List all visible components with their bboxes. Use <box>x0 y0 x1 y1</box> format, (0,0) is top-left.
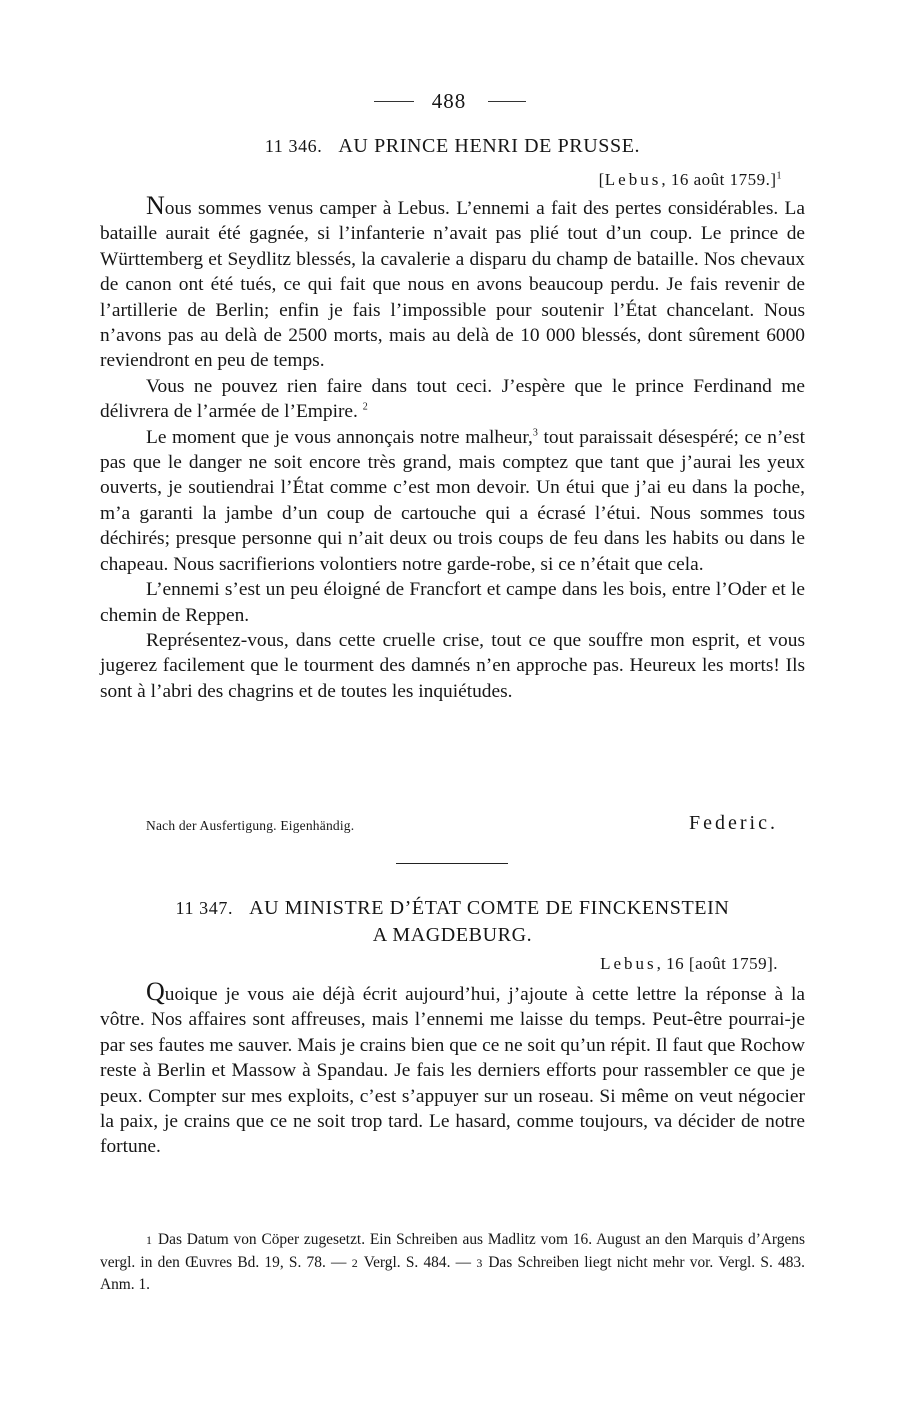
letter-2-title-line-1: AU MINISTRE D’ÉTAT COMTE DE FINCKENSTEIN <box>249 897 730 919</box>
paragraph-text: Vous ne pouvez rien faire dans tout ceci. J’espère que le prince Ferdinand me délivrera de l’armée de l’Empire. <box>100 375 805 423</box>
paragraph-text: Représentez-vous, dans cette cruelle crise, tout ce que souffre mon esprit, et vous jugerez facilement que le tourment des damnés n’en approche pas. Heureux les morts! Ils sont à l’abri des chagrins et de toutes les inquiétudes. <box>100 629 805 702</box>
letter-1-paragraph-3 <box>100 425 805 577</box>
footnote-ref-1: 1 <box>776 170 782 182</box>
dateline-bracket: [ <box>598 170 605 189</box>
paragraph-text: ous sommes venus camper à Lebus. L’ennemi a fait des pertes considérables. La bataille aurait été gagnée, si l’infanterie n’avait pas plié tout d’un coup. Le prince de Württemberg et Seydlitz blessés, la cavalerie a disparu du champ de bataille. Nos chevaux de canon ont été tués, ce qui fait que nous en avons beaucoup perdu. Je fais revenir de l’artillerie de Berlin; enfin je fais l’impossible pour soutenir l’État chancelant. Nous n’avons pas au delà de 2500 morts, mais au delà de 10 000 blessés, dont sûrement 6000 reviendront en peu de temps. <box>100 198 805 372</box>
paragraph-text: Le moment que je vous annonçais notre malheur, <box>146 426 533 448</box>
letter-2-body <box>100 977 805 1160</box>
source-note: Nach der Ausfertigung. Eigenhändig. <box>146 818 355 833</box>
letter-2-title-line-2: A MAGDEBURG. <box>372 924 533 946</box>
footnote-1-number: 1 <box>146 1233 152 1247</box>
footnote-block <box>100 1229 805 1297</box>
letter-2-number: 11 347. <box>175 898 234 918</box>
paragraph-text: tout paraissait désespéré; ce n’est pas que le danger ne soit encore très grand, mais comptez que tant que j’aurai les yeux ouverts, je soutiendrai l’État comme c’est mon devoir. Un étui que j’ai eu dans la poche, m’a garanti la jambe d’un coup de cartouche qui a écrasé l’étui. Nous sommes tous déchirés; presque personne qui n’ait deux ou trois coups de feu dans les habits ou dans le chapeau. Nous sacrifierions volontiers notre garde-robe, si ce n’était que cela. <box>100 426 805 575</box>
letter-1-heading <box>100 133 805 160</box>
letter-2-dateline <box>600 954 778 974</box>
footnotes <box>100 1229 805 1297</box>
paragraph-text: uoique je vous aie déjà écrit aujourd’hui, j’ajoute à cette lettre la réponse à la vôtre. Nos affaires sont affreuses, mais l’ennemi me laisse du temps. Peut-être pourrai-je par ses fautes me sauver. Mais je crains bien que ce ne soit qu’un répit. Il faut que Rochow reste à Berlin et Massow à Spandau. Je fais les derniers efforts pour rassembler ce que je peux. Compter sur mes exploits, c’est s’appuyer sur un roseau. Si même on veut négocier la paix, je crains que ce ne soit trop tard. Le hasard, comme toujours, va décider de notre fortune. <box>100 984 805 1158</box>
letter-2-paragraph-1 <box>100 977 805 1160</box>
footnote-1-text: Das Datum von Cöper zugesetzt. Ein Schreiben aus Madlitz vom 16. August an den Marquis d’Argens vergl. in den Œuvres Bd. 19, S. 78. — <box>100 1231 805 1271</box>
page-header <box>0 86 900 116</box>
header-dash-left <box>374 101 414 102</box>
initial-capital: N <box>146 191 165 220</box>
letter-1-paragraph-4 <box>100 577 805 628</box>
footnote-3-text: Das Schreiben liegt nicht mehr vor. Vergl. S. 483. Anm. 1. <box>100 1253 805 1293</box>
section-divider <box>396 863 508 864</box>
letter-1-paragraph-1 <box>100 191 805 374</box>
letter-2-heading <box>100 895 805 949</box>
dateline-place: Lebus <box>604 170 662 189</box>
dateline-place: Lebus <box>600 954 657 973</box>
letter-1-dateline <box>599 170 782 190</box>
page-number: 488 <box>431 88 467 113</box>
footnote-ref-3: 3 <box>532 427 538 439</box>
footnote-3-number: 3 <box>476 1255 483 1270</box>
signature: Federic. <box>689 812 778 834</box>
dateline-date: , 16 août 1759.] <box>661 170 777 189</box>
letter-1-title: AU PRINCE HENRI DE PRUSSE. <box>338 135 641 157</box>
header-dash-right <box>488 101 526 102</box>
letter-1-paragraph-2 <box>100 374 805 425</box>
footnote-2-text: Vergl. S. 484. <box>363 1253 451 1271</box>
paragraph-text: L’ennemi s’est un peu éloigné de Francfort et campe dans les bois, entre l’Oder et le chemin de Reppen. <box>100 579 805 626</box>
dateline-date: , 16 [août 1759]. <box>656 954 778 973</box>
letter-1-paragraph-5 <box>100 628 805 704</box>
letter-1-number: 11 346. <box>264 136 323 156</box>
letter-2-heading-line-1 <box>100 895 805 922</box>
letter-1-body <box>100 191 805 704</box>
footnote-2-number: 2 <box>351 1255 358 1270</box>
footnote-dash: — <box>455 1253 472 1271</box>
initial-capital: Q <box>146 977 165 1006</box>
footnote-ref-2: 2 <box>362 401 368 413</box>
